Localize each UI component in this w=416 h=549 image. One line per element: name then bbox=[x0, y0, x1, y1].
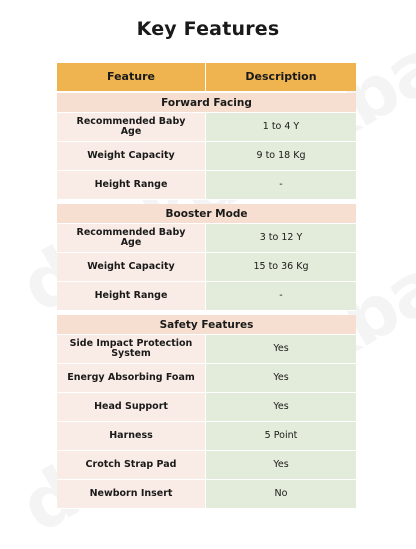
page-title: Key Features bbox=[136, 18, 280, 40]
description-cell: 9 to 18 Kg bbox=[206, 142, 356, 171]
description-cell: Yes bbox=[206, 393, 356, 422]
table-row bbox=[57, 253, 356, 282]
table-row bbox=[57, 422, 356, 451]
section-header: Booster Mode bbox=[57, 204, 356, 224]
table-row bbox=[57, 451, 356, 480]
feature-cell: Recommended Baby Age bbox=[57, 113, 206, 142]
description-cell: No bbox=[206, 480, 356, 509]
feature-cell: Height Range bbox=[57, 282, 206, 311]
table-header-row bbox=[57, 63, 356, 91]
feature-cell: Recommended Baby Age bbox=[57, 224, 206, 253]
feature-cell: Energy Absorbing Foam bbox=[57, 364, 206, 393]
feature-cell: Side Impact Protection System bbox=[57, 335, 206, 364]
description-cell: 1 to 4 Y bbox=[206, 113, 356, 142]
features-table bbox=[57, 63, 356, 509]
feature-cell: Height Range bbox=[57, 171, 206, 200]
table-row bbox=[57, 113, 356, 142]
table-row bbox=[57, 335, 356, 364]
description-column-header: Description bbox=[206, 63, 356, 91]
feature-cell: Harness bbox=[57, 422, 206, 451]
description-cell: 3 to 12 Y bbox=[206, 224, 356, 253]
feature-cell: Head Support bbox=[57, 393, 206, 422]
feature-cell: Weight Capacity bbox=[57, 142, 206, 171]
table-row bbox=[57, 142, 356, 171]
feature-cell: Crotch Strap Pad bbox=[57, 451, 206, 480]
description-cell: Yes bbox=[206, 335, 356, 364]
feature-column-header: Feature bbox=[57, 63, 206, 91]
description-cell: - bbox=[206, 171, 356, 200]
table-row bbox=[57, 393, 356, 422]
description-cell: 5 Point bbox=[206, 422, 356, 451]
table-row bbox=[57, 480, 356, 509]
feature-cell: Newborn Insert bbox=[57, 480, 206, 509]
description-cell: 15 to 36 Kg bbox=[206, 253, 356, 282]
description-cell: Yes bbox=[206, 364, 356, 393]
feature-cell: Weight Capacity bbox=[57, 253, 206, 282]
description-cell: - bbox=[206, 282, 356, 311]
table-row bbox=[57, 224, 356, 253]
table-row bbox=[57, 171, 356, 200]
table-row bbox=[57, 282, 356, 311]
description-cell: Yes bbox=[206, 451, 356, 480]
section-header: Safety Features bbox=[57, 315, 356, 335]
table-row bbox=[57, 364, 356, 393]
section-header: Forward Facing bbox=[57, 93, 356, 113]
